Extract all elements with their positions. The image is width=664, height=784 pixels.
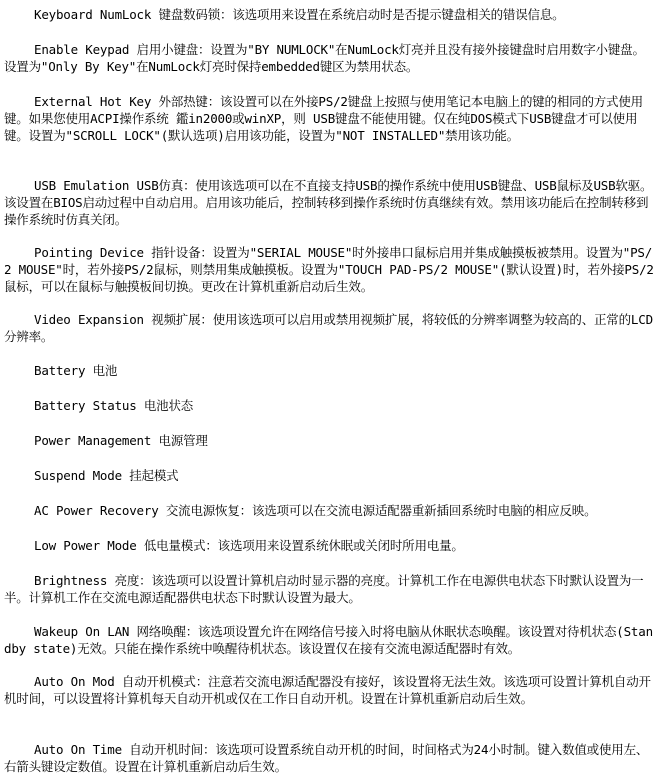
paragraph-low-power-mode: Low Power Mode 低电量模式：该选项用来设置系统休眠或关闭时所用电量。 bbox=[34, 538, 464, 553]
paragraph-external-hot-key: External Hot Key 外部热键：该设置可以在外接PS/2键盘上按照与使用笔记本电脑上的键的相同的方式使用键。如果您使用ACPI操作系统 鑑in2000或winXP，则 USB键盘不能使用键。仅在纯DOS模式下USB键盘才可以使用键。设置为"SCROLL LOCK"(默认选项)启用该功能，设置为"NOT INSTALLED"禁用该功能。 bbox=[4, 94, 643, 143]
paragraph-video-expansion: Video Expansion 视频扩展：使用该选项可以启用或禁用视频扩展，将较低的分辨率调整为较高的、正常的LCD分辨率。 bbox=[4, 312, 653, 344]
paragraph-wakeup-on-lan: Wakeup On LAN 网络唤醒：该选项设置允许在网络信号接入时将电脑从休眠状态唤醒。该设置对待机状态(Standby state)无效。只能在操作系统中唤醒待机状态。该设置仅在接有交流电源适配器时有效。 bbox=[4, 624, 653, 656]
heading-battery: Battery 电池 bbox=[34, 363, 118, 378]
paragraph-enable-keypad: Enable Keypad 启用小键盘：设置为"BY NUMLOCK"在NumLock灯亮并且没有接外接键盘时启用数字小键盘。设置为"Only By Key"在NumLock灯亮时保持embedded键区为禁用状态。 bbox=[4, 42, 645, 74]
paragraph-brightness: Brightness 亮度：该选项可以设置计算机启动时显示器的亮度。计算机工作在电源供电状态下时默认设置为一半。计算机工作在交流电源适配器供电状态下时默认设置为最大。 bbox=[4, 573, 644, 605]
paragraph-auto-on-mod: Auto On Mod 自动开机模式：注意若交流电源适配器没有接好，该设置将无法生效。该选项可设置计算机自动开机时间，可以设置将计算机每天自动开机或仅在工作日自动开机。设置在计算机重新启动后生效。 bbox=[4, 674, 651, 706]
paragraph-pointing-device: Pointing Device 指针设备：设置为"SERIAL MOUSE"时外接串口鼠标启用并集成触摸板被禁用。设置为"PS/2 MOUSE"时，若外接PS/2鼠标，则禁用集成触摸板。设置为"TOUCH PAD-PS/2 MOUSE"(默认设置)时，若外接PS/2鼠标，可以在鼠标与触摸板间切换。更改在计算机重新启动后生效。 bbox=[4, 245, 654, 294]
paragraph-keyboard-numlock: Keyboard NumLock 键盘数码锁：该选项用来设置在系统启动时是否提示键盘相关的错误信息。 bbox=[34, 7, 565, 22]
heading-suspend-mode: Suspend Mode 挂起模式 bbox=[34, 468, 179, 483]
paragraph-auto-on-time: Auto On Time 自动开机时间：该选项可设置系统自动开机的时间，时间格式为24小时制。键入数值或使用左、右箭头键设定数值。设置在计算机重新启动后生效。 bbox=[4, 742, 649, 774]
heading-battery-status: Battery Status 电池状态 bbox=[34, 398, 194, 413]
paragraph-ac-power-recovery: AC Power Recovery 交流电源恢复：该选项可以在交流电源适配器重新插回系统时电脑的相应反映。 bbox=[34, 503, 597, 518]
heading-power-management: Power Management 电源管理 bbox=[34, 433, 208, 448]
paragraph-usb-emulation: USB Emulation USB仿真：使用该选项可以在不直接支持USB的操作系统中使用USB键盘、USB鼠标及USB软驱。该设置在BIOS启动过程中自动启用。启用该功能后，控制转移到操作系统时仿真继续有效。禁用该功能后在控制转移到操作系统时仿真关闭。 bbox=[4, 178, 653, 227]
